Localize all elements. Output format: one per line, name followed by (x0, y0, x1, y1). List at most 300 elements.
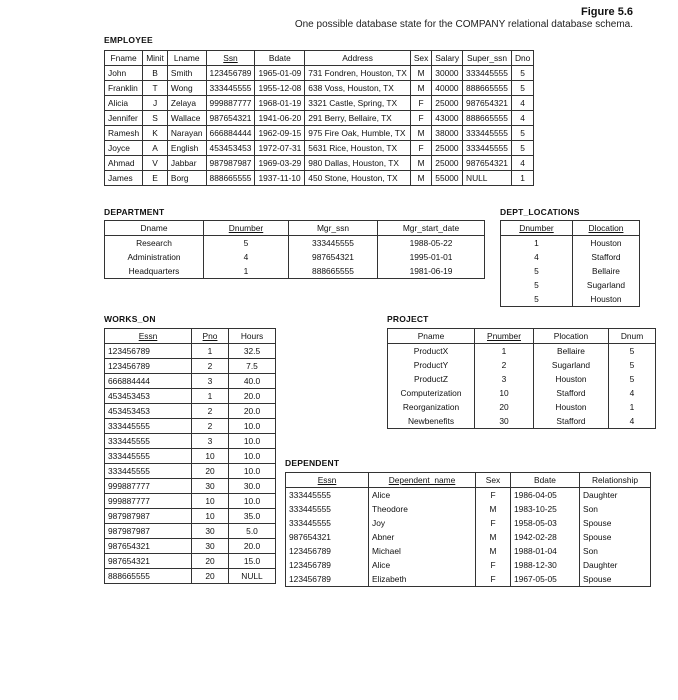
table-row (105, 464, 276, 479)
table-row (286, 530, 651, 544)
table-row (105, 389, 276, 404)
table-cell: Theodore (369, 502, 476, 516)
table-cell: 1981-06-19 (378, 264, 485, 279)
table-row (105, 141, 534, 156)
table-row (501, 292, 640, 307)
table-cell: 987654321 (463, 156, 512, 171)
table-cell: Alicia (105, 96, 143, 111)
table-cell: 10.0 (229, 419, 276, 434)
table-cell: 999887777 (206, 96, 255, 111)
table-row (105, 250, 485, 264)
works-on-column-header: Essn (105, 329, 192, 344)
table-cell: Daughter (580, 488, 651, 503)
department-column-header: Dname (105, 221, 204, 236)
dependent-column-header: Bdate (511, 473, 580, 488)
table-row (501, 278, 640, 292)
table-cell: 987654321 (105, 554, 192, 569)
table-cell: 999887777 (105, 479, 192, 494)
table-cell: 10.0 (229, 494, 276, 509)
table-cell: English (167, 141, 206, 156)
table-cell: 3 (192, 374, 229, 389)
table-cell: Houston (534, 400, 609, 414)
table-cell: Jennifer (105, 111, 143, 126)
table-cell: 1995-01-01 (378, 250, 485, 264)
table-cell: 3 (192, 434, 229, 449)
works-on-column-header: Hours (229, 329, 276, 344)
table-cell: Joy (369, 516, 476, 530)
table-cell: M (410, 81, 431, 96)
table-cell: Houston (534, 372, 609, 386)
table-cell: Son (580, 544, 651, 558)
table-row (286, 516, 651, 530)
table-cell: 453453453 (206, 141, 255, 156)
table-cell: V (143, 156, 168, 171)
table-cell: 333445555 (105, 464, 192, 479)
employee-column-header: Minit (143, 51, 168, 66)
table-cell: 4 (204, 250, 289, 264)
table-cell: James (105, 171, 143, 186)
table-cell: 38000 (432, 126, 463, 141)
table-cell: T (143, 81, 168, 96)
table-cell: F (410, 96, 431, 111)
table-cell: 32.5 (229, 344, 276, 359)
table-cell: 20 (192, 464, 229, 479)
table-cell: Spouse (580, 572, 651, 587)
table-cell: ProductZ (414, 374, 448, 384)
table-cell: 55000 (432, 171, 463, 186)
works-on-column-header: Pno (192, 329, 229, 344)
employee-label: EMPLOYEE (104, 35, 153, 45)
table-cell: Computerization (400, 388, 462, 398)
table-cell: 4 (511, 111, 533, 126)
table-cell: 666884444 (206, 126, 255, 141)
table-cell: Ahmad (105, 156, 143, 171)
table-cell: 888665555 (105, 569, 192, 584)
table-cell: Ramesh (105, 126, 143, 141)
table-cell: 666884444 (105, 374, 192, 389)
employee-column-header: Lname (167, 51, 206, 66)
table-cell: John (105, 66, 143, 81)
table-row (388, 386, 656, 400)
table-row (105, 344, 276, 359)
table-row (105, 494, 276, 509)
table-cell: 333445555 (105, 434, 192, 449)
table-cell: 123456789 (289, 574, 331, 584)
table-row (105, 554, 276, 569)
table-cell: Administration (127, 252, 181, 262)
table-cell: Spouse (580, 516, 651, 530)
table-row (105, 126, 534, 141)
table-cell: ProductX (413, 346, 449, 356)
table-cell: 123456789 (105, 344, 192, 359)
table-cell: Franklin (105, 81, 143, 96)
table-cell: Reorganization (402, 402, 460, 412)
dependent-column-header: Relationship (580, 473, 651, 488)
table-cell: Wong (167, 81, 206, 96)
department-column-header: Mgr_start_date (378, 221, 485, 236)
table-cell: 5 (511, 141, 533, 156)
dept-locations-column-header: Dnumber (501, 221, 573, 236)
table-cell: 987987987 (105, 524, 192, 539)
table-cell: 30 (475, 414, 534, 429)
table-cell: 731 Fondren, Houston, TX (305, 66, 411, 81)
table-cell: 333445555 (206, 81, 255, 96)
table-row (105, 359, 276, 374)
table-cell: 4 (511, 156, 533, 171)
table-cell: 1 (192, 389, 229, 404)
table-cell: ProductY (413, 360, 449, 370)
table-cell: 987654321 (206, 111, 255, 126)
table-cell: Sugarland (534, 358, 609, 372)
table-cell: Headquarters (128, 266, 180, 276)
table-cell: 20.0 (229, 389, 276, 404)
table-cell: 10 (192, 494, 229, 509)
table-cell: Narayan (167, 126, 206, 141)
table-row (105, 524, 276, 539)
department-column-header: Mgr_ssn (289, 221, 378, 236)
table-cell: 25000 (432, 96, 463, 111)
table-cell: 20.0 (229, 539, 276, 554)
table-cell: 987654321 (105, 539, 192, 554)
table-cell: Alice (369, 488, 476, 503)
table-row (388, 414, 656, 429)
table-cell: 40.0 (229, 374, 276, 389)
table-cell: 35.0 (229, 509, 276, 524)
table-cell: 123456789 (289, 560, 331, 570)
table-row (105, 404, 276, 419)
table-cell: 1988-05-22 (378, 236, 485, 251)
employee-column-header: Dno (511, 51, 533, 66)
table-cell: 5 (534, 294, 539, 304)
dept-locations-label: DEPT_LOCATIONS (500, 207, 580, 217)
table-row (388, 344, 656, 359)
table-cell: 20 (475, 400, 534, 414)
table-cell: S (143, 111, 168, 126)
project-column-header: Plocation (534, 329, 609, 344)
table-cell: 1955-12-08 (255, 81, 305, 96)
table-cell: NULL (463, 171, 512, 186)
table-row (105, 419, 276, 434)
table-cell: Joyce (105, 141, 143, 156)
table-cell: 333445555 (289, 518, 331, 528)
table-cell: 1 (192, 344, 229, 359)
table-cell: Daughter (580, 558, 651, 572)
table-cell: 10.0 (229, 449, 276, 464)
department-table (104, 220, 485, 279)
table-cell: NULL (229, 569, 276, 584)
table-cell: 5 (511, 81, 533, 96)
dependent-column-header: Essn (286, 473, 369, 488)
table-cell: 5 (534, 266, 539, 276)
table-cell: Research (136, 238, 172, 248)
employee-column-header: Address (305, 51, 411, 66)
table-cell: 2 (192, 404, 229, 419)
table-cell: 1 (204, 264, 289, 279)
table-cell: 5 (534, 280, 539, 290)
table-cell: 1968-01-19 (255, 96, 305, 111)
table-cell: 1988-12-30 (511, 558, 580, 572)
table-cell: Zelaya (167, 96, 206, 111)
table-cell: 975 Fire Oak, Humble, TX (305, 126, 411, 141)
dept-locations-header-row (501, 221, 640, 236)
table-row (105, 111, 534, 126)
table-cell: Jabbar (167, 156, 206, 171)
figure-caption: One possible database state for the COMPANY relational database schema. (294, 19, 633, 30)
table-cell: M (410, 126, 431, 141)
project-header-row (388, 329, 656, 344)
table-cell: Son (580, 502, 651, 516)
table-row (501, 236, 640, 251)
dependent-column-header: Dependent_name (369, 473, 476, 488)
table-cell: Newbenefits (407, 416, 455, 426)
employee-column-header: Sex (410, 51, 431, 66)
table-cell: 453453453 (105, 389, 192, 404)
table-cell: 30.0 (229, 479, 276, 494)
employee-header-row (105, 51, 534, 66)
table-cell: B (143, 66, 168, 81)
table-cell: Houston (573, 236, 640, 251)
table-row (286, 558, 651, 572)
table-row (286, 572, 651, 587)
table-cell: 1 (511, 171, 533, 186)
table-cell: Stafford (534, 386, 609, 400)
table-cell: 333445555 (289, 490, 331, 500)
table-cell: 980 Dallas, Houston, TX (305, 156, 411, 171)
works-on-header-row (105, 329, 276, 344)
table-cell: 5 (609, 372, 656, 386)
table-cell: 333445555 (105, 449, 192, 464)
table-cell: 333445555 (463, 126, 512, 141)
table-row (105, 66, 534, 81)
table-cell: 2 (475, 358, 534, 372)
table-cell: 450 Stone, Houston, TX (305, 171, 411, 186)
table-cell: 1941-06-20 (255, 111, 305, 126)
project-column-header: Pname (388, 329, 475, 344)
table-cell: 888665555 (206, 171, 255, 186)
table-cell: Bellaire (534, 344, 609, 359)
table-row (105, 171, 534, 186)
table-cell: K (143, 126, 168, 141)
project-label: PROJECT (387, 314, 429, 324)
table-cell: 7.5 (229, 359, 276, 374)
table-cell: 1937-11-10 (255, 171, 305, 186)
table-cell: Smith (167, 66, 206, 81)
table-cell: 10.0 (229, 434, 276, 449)
table-row (286, 502, 651, 516)
table-row (105, 449, 276, 464)
table-cell: 1 (534, 238, 539, 248)
table-cell: 333445555 (463, 66, 512, 81)
table-cell: Houston (573, 292, 640, 307)
project-column-header: Pnumber (475, 329, 534, 344)
table-row (105, 539, 276, 554)
table-cell: 1972-07-31 (255, 141, 305, 156)
table-cell: M (410, 171, 431, 186)
table-row (105, 96, 534, 111)
table-cell: 30 (192, 479, 229, 494)
table-cell: 10.0 (229, 464, 276, 479)
table-cell: 25000 (432, 156, 463, 171)
table-cell: Michael (369, 544, 476, 558)
table-cell: F (476, 488, 511, 503)
table-cell: Spouse (580, 530, 651, 544)
table-cell: F (476, 558, 511, 572)
table-cell: 20.0 (229, 404, 276, 419)
table-cell: 2 (192, 419, 229, 434)
table-cell: 999887777 (105, 494, 192, 509)
table-row (388, 372, 656, 386)
table-cell: 1965-01-09 (255, 66, 305, 81)
table-cell: 4 (511, 96, 533, 111)
table-cell: Stafford (573, 250, 640, 264)
table-row (388, 358, 656, 372)
dependent-label: DEPENDENT (285, 458, 340, 468)
table-cell: 123456789 (105, 359, 192, 374)
department-label: DEPARTMENT (104, 207, 165, 217)
table-cell: 4 (534, 252, 539, 262)
dependent-table (285, 472, 651, 587)
table-cell: M (410, 66, 431, 81)
table-cell: 5.0 (229, 524, 276, 539)
table-cell: 333445555 (289, 236, 378, 251)
table-cell: 20 (192, 554, 229, 569)
works-on-table (104, 328, 276, 584)
table-cell: 987654321 (289, 532, 331, 542)
table-cell: 1942-02-28 (511, 530, 580, 544)
table-cell: 5 (204, 236, 289, 251)
table-cell: 1983-10-25 (511, 502, 580, 516)
table-cell: 5 (609, 358, 656, 372)
table-cell: 5 (511, 66, 533, 81)
table-cell: 123456789 (206, 66, 255, 81)
table-cell: 2 (192, 359, 229, 374)
table-cell: 1967-05-05 (511, 572, 580, 587)
table-cell: Sugarland (573, 278, 640, 292)
table-cell: Elizabeth (369, 572, 476, 587)
dependent-header-row (286, 473, 651, 488)
project-column-header: Dnum (609, 329, 656, 344)
table-cell: 15.0 (229, 554, 276, 569)
table-row (105, 509, 276, 524)
table-cell: 291 Berry, Bellaire, TX (305, 111, 411, 126)
table-row (105, 264, 485, 279)
table-cell: M (476, 530, 511, 544)
table-cell: F (476, 572, 511, 587)
table-row (105, 156, 534, 171)
table-cell: 43000 (432, 111, 463, 126)
table-cell: 638 Voss, Houston, TX (305, 81, 411, 96)
table-cell: 20 (192, 569, 229, 584)
table-cell: 987987987 (105, 509, 192, 524)
table-cell: 1962-09-15 (255, 126, 305, 141)
table-cell: 1958-05-03 (511, 516, 580, 530)
table-cell: 987654321 (463, 96, 512, 111)
employee-table (104, 50, 534, 186)
table-cell: 888665555 (463, 111, 512, 126)
table-cell: M (410, 156, 431, 171)
employee-column-header: Bdate (255, 51, 305, 66)
table-cell: E (143, 171, 168, 186)
table-cell: 25000 (432, 141, 463, 156)
employee-column-header: Super_ssn (463, 51, 512, 66)
table-cell: 1988-01-04 (511, 544, 580, 558)
table-cell: 333445555 (289, 504, 331, 514)
table-cell: 3321 Castle, Spring, TX (305, 96, 411, 111)
table-cell: 333445555 (463, 141, 512, 156)
table-row (388, 400, 656, 414)
table-row (501, 250, 640, 264)
table-cell: F (476, 516, 511, 530)
employee-column-header: Fname (105, 51, 143, 66)
table-row (286, 488, 651, 503)
table-cell: 30 (192, 539, 229, 554)
table-row (105, 81, 534, 96)
project-table (387, 328, 656, 429)
works-on-label: WORKS_ON (104, 314, 156, 324)
table-cell: 3 (475, 372, 534, 386)
table-cell: 4 (609, 386, 656, 400)
table-cell: 1 (475, 344, 534, 359)
table-row (105, 236, 485, 251)
table-cell: 123456789 (289, 546, 331, 556)
table-cell: 10 (192, 509, 229, 524)
table-cell: 10 (475, 386, 534, 400)
table-cell: Borg (167, 171, 206, 186)
table-cell: Abner (369, 530, 476, 544)
table-cell: F (410, 141, 431, 156)
table-cell: 4 (609, 414, 656, 429)
employee-column-header: Ssn (206, 51, 255, 66)
table-cell: 453453453 (105, 404, 192, 419)
table-row (105, 569, 276, 584)
table-row (501, 264, 640, 278)
table-cell: Bellaire (573, 264, 640, 278)
table-cell: 10 (192, 449, 229, 464)
table-row (286, 544, 651, 558)
table-cell: A (143, 141, 168, 156)
department-column-header: Dnumber (204, 221, 289, 236)
table-cell: 5 (511, 126, 533, 141)
employee-column-header: Salary (432, 51, 463, 66)
table-cell: F (410, 111, 431, 126)
table-row (105, 374, 276, 389)
table-cell: 30 (192, 524, 229, 539)
table-cell: 1969-03-29 (255, 156, 305, 171)
table-cell: M (476, 502, 511, 516)
table-cell: 333445555 (105, 419, 192, 434)
table-cell: Alice (369, 558, 476, 572)
table-cell: 5631 Rice, Houston, TX (305, 141, 411, 156)
table-cell: Wallace (167, 111, 206, 126)
table-cell: 888665555 (289, 264, 378, 279)
table-cell: Stafford (534, 414, 609, 429)
table-cell: 888665555 (463, 81, 512, 96)
dept-locations-table (500, 220, 640, 307)
table-cell: 40000 (432, 81, 463, 96)
table-row (105, 434, 276, 449)
dept-locations-column-header: Dlocation (573, 221, 640, 236)
table-cell: 987987987 (206, 156, 255, 171)
table-cell: 30000 (432, 66, 463, 81)
dependent-column-header: Sex (476, 473, 511, 488)
table-cell: J (143, 96, 168, 111)
table-cell: 987654321 (289, 250, 378, 264)
department-header-row (105, 221, 485, 236)
table-cell: 1 (609, 400, 656, 414)
figure-title: Figure 5.6 (581, 6, 633, 18)
table-cell: 5 (609, 344, 656, 359)
table-cell: M (476, 544, 511, 558)
